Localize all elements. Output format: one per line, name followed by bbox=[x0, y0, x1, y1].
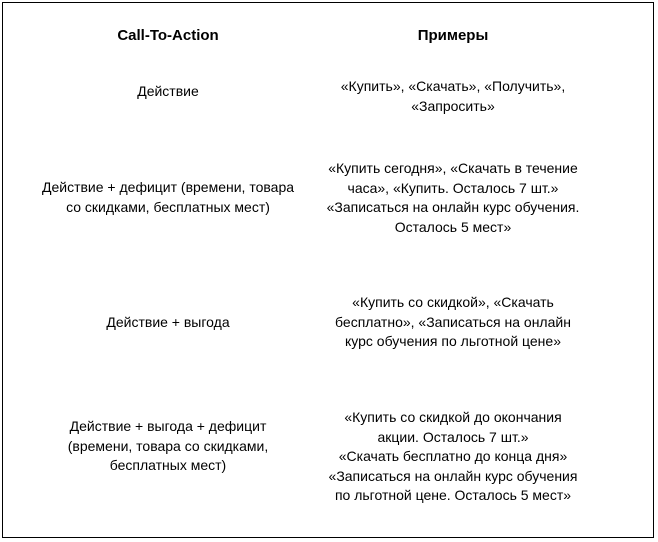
row-2-example-line: «Записаться на онлайн курс обучения. bbox=[326, 199, 580, 215]
row-4-cta-line: бесплатных мест) bbox=[109, 457, 227, 473]
row-3-examples bbox=[306, 293, 600, 352]
row-4-example-line: «Скачать бесплатно до конца дня» bbox=[338, 448, 568, 464]
row-2-example-line: Осталось 5 мест» bbox=[394, 218, 512, 235]
row-2-cta bbox=[18, 178, 318, 217]
row-2-example-line: часа», «Купить. Осталось 7 шт.» bbox=[347, 179, 559, 196]
row-4-example-line: «Купить со скидкой до окончания bbox=[344, 409, 562, 425]
row-1-cta bbox=[18, 82, 318, 102]
row-1-example-line: «Запросить» bbox=[411, 97, 495, 114]
row-4-example-line: по льготной цене. Осталось 5 мест» bbox=[334, 487, 572, 503]
row-4-cta bbox=[18, 417, 318, 476]
row-3-example-line: бесплатно», «Записаться на онлайн bbox=[335, 313, 571, 330]
row-4-example-line: «Записаться на онлайн курс обучения bbox=[328, 467, 578, 484]
row-2-example-line: «Купить сегодня», «Скачать в течение bbox=[328, 160, 578, 176]
row-3-cta bbox=[18, 313, 318, 333]
row-2-cta-line: Действие + дефицит (времени, товара bbox=[41, 179, 295, 195]
row-3-example-line: «Купить со скидкой», «Скачать bbox=[352, 294, 554, 310]
header-examples: Примеры bbox=[417, 27, 489, 44]
row-4-cta-line: Действие + выгода + дефицит bbox=[69, 418, 267, 434]
header-cta: Call-To-Action bbox=[117, 27, 219, 44]
row-4-examples bbox=[306, 408, 600, 506]
row-3-cta-line: Действие + выгода bbox=[106, 314, 230, 330]
row-4-example-line: акции. Осталось 7 шт.» bbox=[377, 428, 529, 445]
row-1-example-line: «Купить», «Скачать», «Получить», bbox=[340, 78, 566, 94]
row-3-example-line: курс обучения по льготной цене» bbox=[345, 333, 561, 349]
row-1-examples bbox=[306, 77, 600, 116]
row-2-examples bbox=[306, 159, 600, 237]
row-4-cta-line: (времени, товара со скидками, bbox=[67, 437, 269, 454]
row-2-cta-line: со скидками, бесплатных мест) bbox=[66, 198, 270, 215]
row-1-cta-line: Действие bbox=[137, 83, 199, 99]
